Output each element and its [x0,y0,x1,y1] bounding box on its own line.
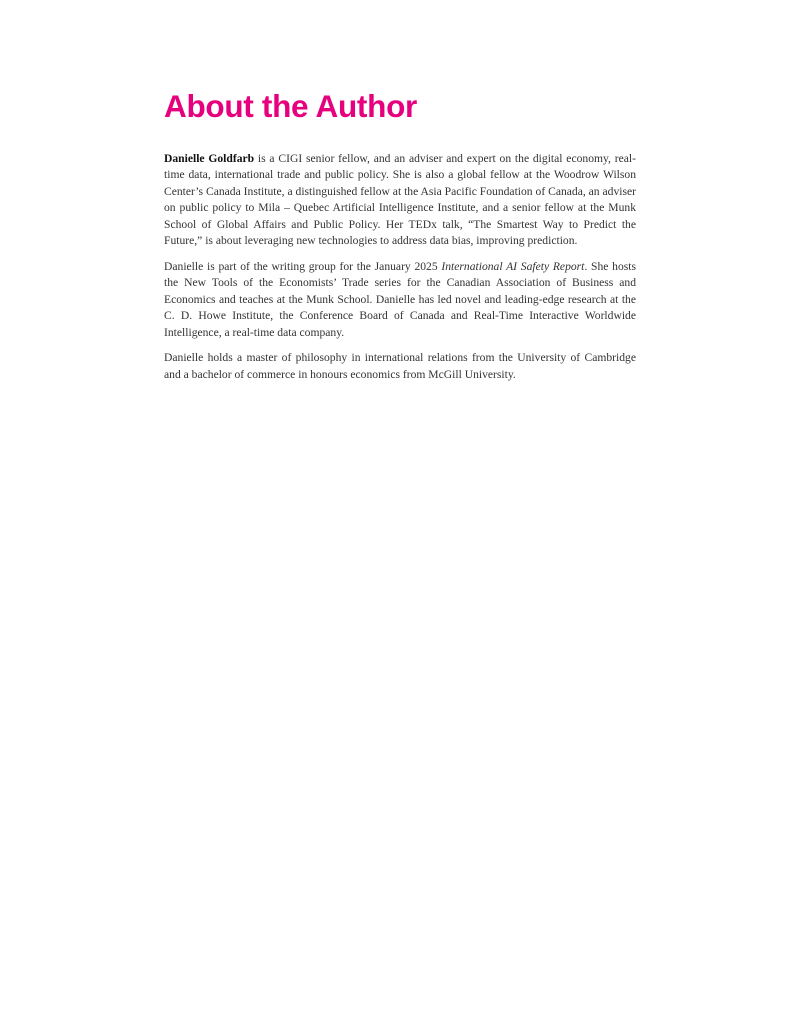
about-author-section [164,86,636,393]
bio-paragraph-2 [164,259,636,341]
author-bio [164,151,636,383]
bio-paragraph-3: Danielle holds a master of philosophy in international relations from the University of Cambridge and a bachelor of commerce in honours economics from McGill University. [164,351,636,381]
report-title: International AI Safety Report [441,259,585,273]
author-name: Danielle Goldfarb [164,152,255,165]
bio-paragraph-1-text: is a CIGI senior fellow, and an adviser and expert on the digital economy, real-time data, international trade and public policy. She is also a global fellow at the Woodrow Wilson Center’s Canada Institute, a distinguished fellow at the Asia Pacific Foundation of Canada, an adviser on public policy to Mila – Quebec Artificial Intelligence Institute, and a senior fellow at the Munk School of Global Affairs and Public Policy. Her TEDx talk, “The Smartest Way to Predict the Future,” is about leveraging new technologies to address data bias, improving prediction. [164,152,636,248]
bio-paragraph-1 [164,151,636,249]
page-title: About the Author [164,88,417,124]
bio-paragraph-2-before: Danielle is part of the writing group for the January 2025 [164,259,442,273]
bio-paragraph-2-after: . She hosts the New Tools of the Economists’ Trade series for the Canadian Association of Business and Economics and teaches at the Munk School. Danielle has led novel and leading-edge research at the C. D. Howe Institute, the Conference Board of Canada and Real-Time Interactive Worldwide Intelligence, a real-time data company. [164,259,636,339]
